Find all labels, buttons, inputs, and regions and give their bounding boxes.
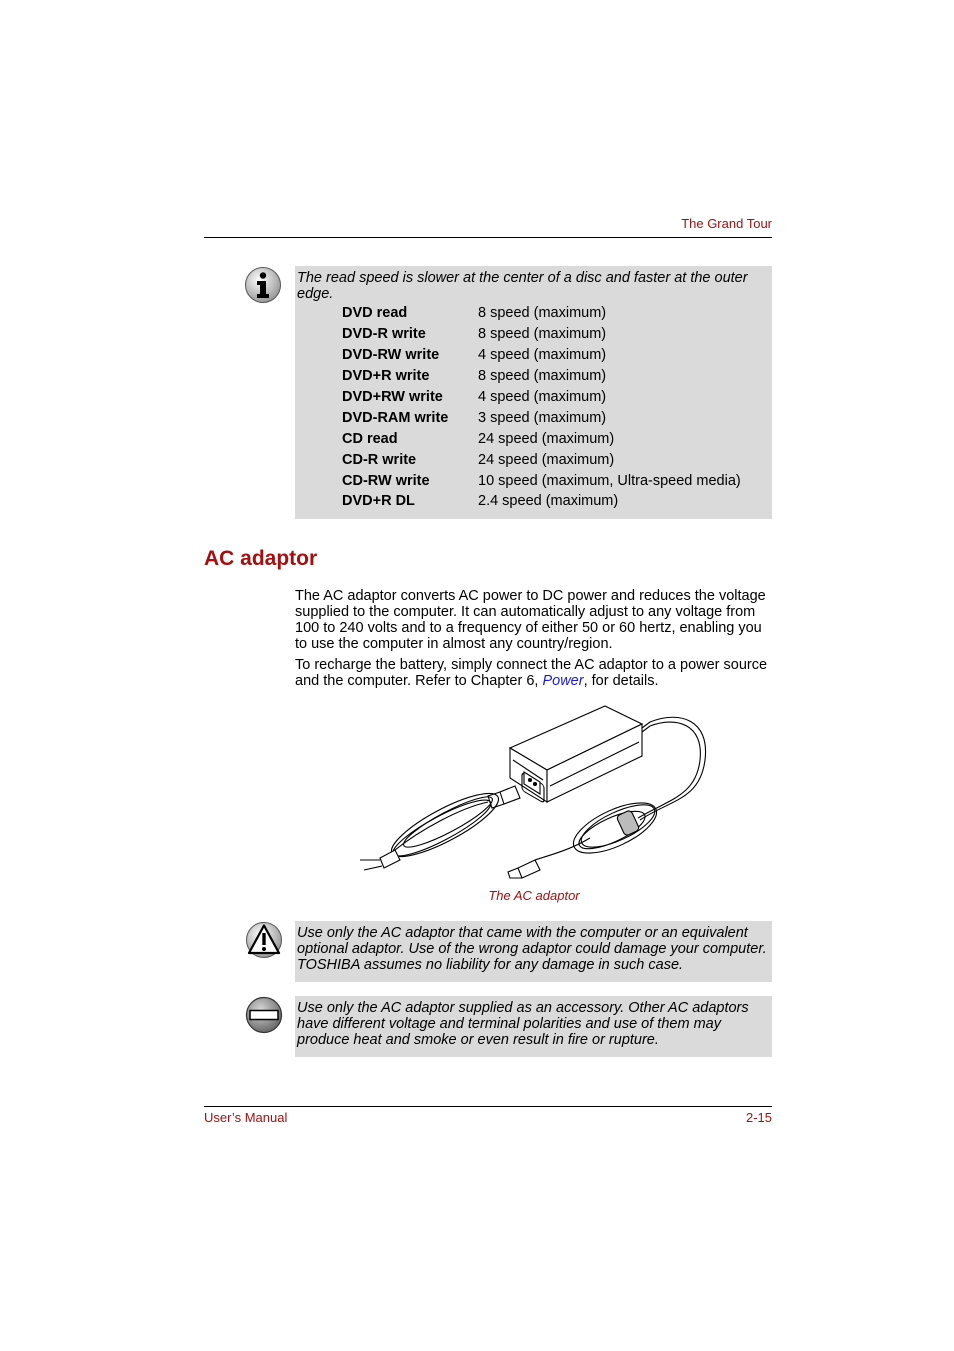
drive-speed-table <box>342 303 741 512</box>
speed-label: CD-RW write <box>342 472 430 489</box>
speed-value: 24 speed (maximum) <box>478 430 615 447</box>
speed-row <box>342 324 741 345</box>
speed-label: DVD-R write <box>342 326 426 343</box>
speed-value: 3 speed (maximum) <box>478 409 607 426</box>
prohibition-icon <box>245 996 283 1034</box>
speed-label: DVD+R DL <box>342 493 415 510</box>
info-icon <box>244 266 282 304</box>
speed-value: 4 speed (maximum) <box>478 347 607 364</box>
footer-page-number: 2-15 <box>745 1110 772 1125</box>
footer-manual-title: User’s Manual <box>204 1110 288 1125</box>
speed-label: CD-R write <box>342 451 417 468</box>
power-chapter-link[interactable]: Power <box>542 673 584 689</box>
speed-row <box>342 303 741 324</box>
speed-value: 8 speed (maximum) <box>478 326 607 343</box>
speed-row <box>342 491 741 512</box>
info-note-intro: The read speed is slower at the center of a disc and faster at the outer edge. <box>297 270 748 302</box>
speed-row <box>342 407 741 428</box>
speed-value: 8 speed (maximum) <box>478 305 607 322</box>
speed-row <box>342 449 741 470</box>
speed-row <box>342 428 741 449</box>
speed-row <box>342 366 741 387</box>
footer-rule <box>204 1106 772 1107</box>
ac-adaptor-illustration <box>350 700 720 880</box>
speed-value: 8 speed (maximum) <box>478 368 607 385</box>
speed-label: CD read <box>342 430 398 447</box>
prohibition-note-box <box>295 996 772 1057</box>
caution-icon <box>245 921 283 959</box>
header-rule <box>204 237 772 238</box>
section-heading: AC adaptor <box>204 547 318 570</box>
speed-label: DVD-RW write <box>342 347 440 364</box>
speed-value: 2.4 speed (maximum) <box>478 493 619 510</box>
paragraph-text: , for details. <box>583 673 659 689</box>
speed-row <box>342 470 741 491</box>
prohibition-note-text: Use only the AC adaptor supplied as an accessory. Other AC adaptors have different voltage and terminal polarities and use of them may produce heat and smoke or even result in fire or rupture. <box>297 1000 749 1048</box>
info-note-box <box>295 266 772 519</box>
speed-label: DVD+R write <box>342 368 430 385</box>
figure-caption: The AC adaptor <box>488 888 580 903</box>
caution-note-text: Use only the AC adaptor that came with the computer or an equivalent optional adaptor. Use of the wrong adaptor could damage your computer. TOSHIBA assumes no liability for any damage in such case. <box>297 925 767 973</box>
speed-label: DVD read <box>342 305 408 322</box>
running-header: The Grand Tour <box>681 216 772 231</box>
speed-row <box>342 387 741 408</box>
speed-label: DVD-RAM write <box>342 409 449 426</box>
paragraph-text: To recharge the battery, simply connect the AC adaptor to a power source and the computer. Refer to Chapter 6, <box>295 657 768 689</box>
speed-label: DVD+RW write <box>342 389 443 405</box>
speed-value: 10 speed (maximum, Ultra-speed media) <box>478 472 741 489</box>
speed-value: 24 speed (maximum) <box>478 451 615 468</box>
body-paragraph-1: The AC adaptor converts AC power to DC power and reduces the voltage supplied to the computer. It can automatically adjust to any voltage from 100 to 240 volts and to a frequency of either 50 or 60 hertz, enabling you to use the computer in almost any country/region. <box>295 588 766 652</box>
caution-note-box <box>295 921 772 982</box>
body-paragraph-2 <box>295 657 773 689</box>
speed-row <box>342 345 741 366</box>
speed-value: 4 speed (maximum) <box>478 389 607 405</box>
